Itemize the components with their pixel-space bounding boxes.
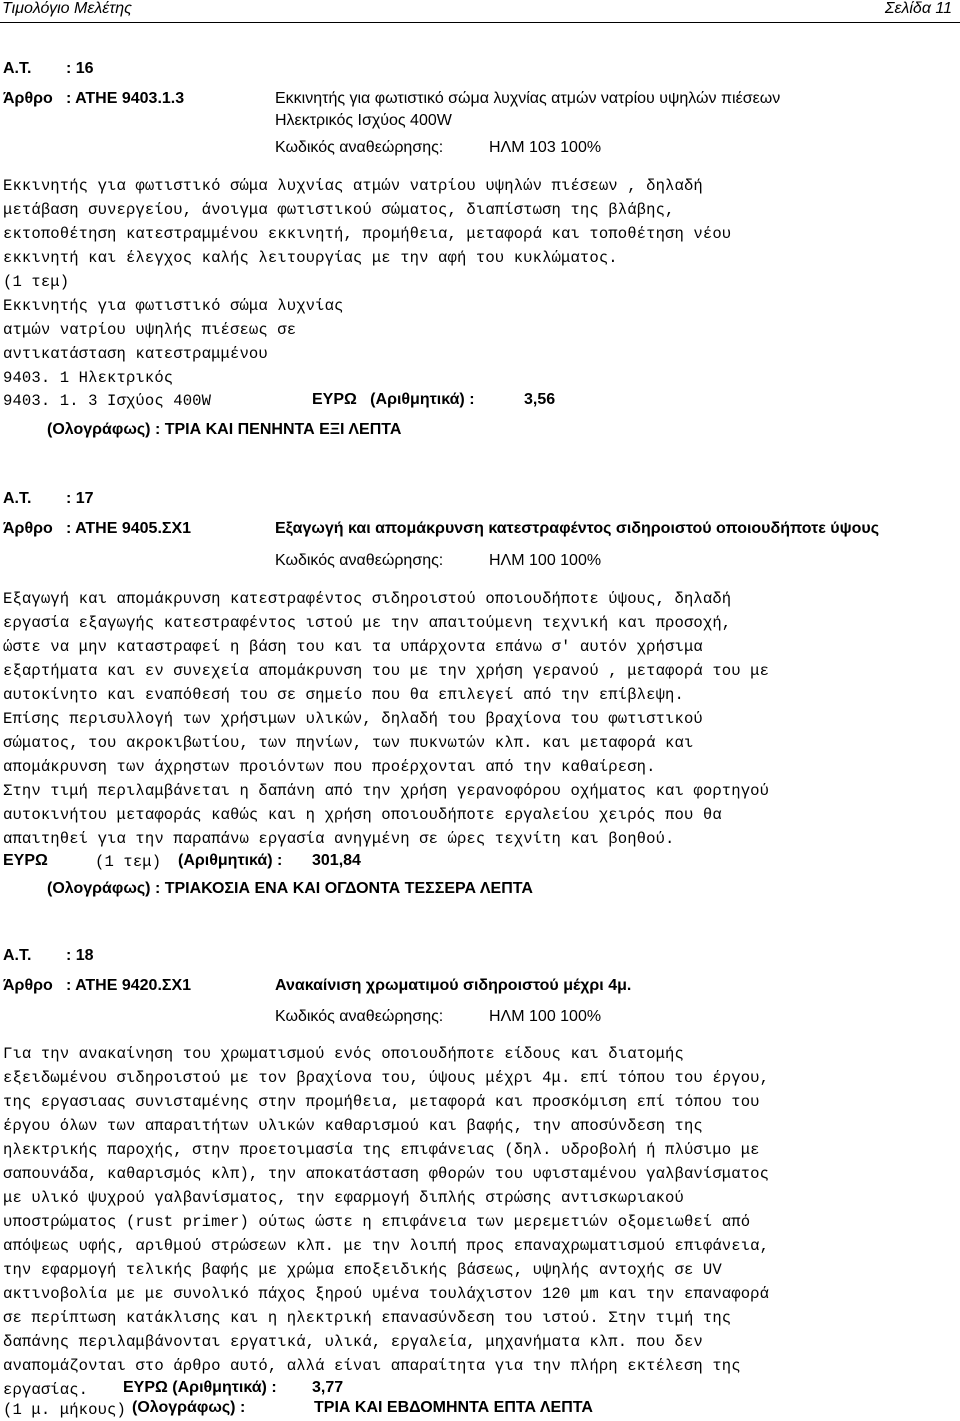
description-line: σώματος, του ακροκιβωτίου, των πηνίων, των πυκνωτών κλπ. και μεταφορά και [3, 734, 694, 752]
arthro-label: Άρθρο [3, 90, 53, 107]
description-line: απομάκρυνση των άχρηστων προιόντων που προέρχονται από την καθαίρεση. [3, 758, 656, 776]
arthro-label: Άρθρο [3, 977, 53, 994]
description-line: ατμών νατρίου υψηλής πιέσεως σε [3, 321, 297, 339]
description-line: εργασία εξαγωγής κατεστραφέντος ιστού με την απαιτούμενη τεχνική και προσοχή, [3, 614, 732, 632]
description-line: ηλεκτρικής παροχής, στην προετοιμασία της επιφάνειας (δηλ. υδροβολή ή πλύσιμο με [3, 1141, 760, 1159]
description-line: την εφαρμογή τελικής βαφής με χρώμα εποξειδικής βάσεως, υψηλής αντοχής σε UV [3, 1261, 722, 1279]
at-value: : 18 [66, 947, 94, 964]
price-value: 3,77 [312, 1379, 344, 1396]
revision-code-label: Κωδικός αναθεώρησης: [275, 139, 444, 156]
price-in-words-label: (Ολογράφως) : [132, 1399, 246, 1416]
description-line: αυτοκινήτου μεταφοράς καθώς και η χρήση οποιουδήποτε εργαλείου χειρός που θα [3, 806, 722, 824]
description-line: εκτοποθέτηση κατεστραμμένου εκκινητή, προμήθεια, μεταφορά και τοποθέτηση νέου [3, 225, 732, 243]
arthro-value: : ΑΤΗΕ 9420.ΣΧ1 [66, 977, 192, 994]
description-line: αντικατάσταση κατεστραμμένου [3, 345, 268, 363]
description-line: εξειδωμένου σιδηροιστού με τον βραχίονα του, ύψους μέχρι 4μ. επί τόπου του έργου, [3, 1069, 770, 1087]
description-line: εκκινητή και έλεγχος καλής λειτουργίας με την αφή του κυκλώματος. [3, 249, 618, 267]
at-label: Α.Τ. [3, 947, 32, 964]
price-label: ΕΥΡΩ [3, 852, 48, 869]
item-title: Εξαγωγή και απομάκρυνση κατεστραφέντος σιδηροιστού οποιουδήποτε ύψους [275, 520, 880, 537]
revision-code-value: ΗΛΜ 103 100% [489, 139, 602, 156]
description-line: σαπουνάδα, καθαρισμός κλπ), την αποκατάσταση φθορών του υφισταμένου γαλβανίσματος [3, 1165, 770, 1183]
arthro-value: : ΑΤΗΕ 9405.ΣΧ1 [66, 520, 192, 537]
price-in-words: (Ολογράφως) : ΤΡΙΑΚΟΣΙΑ ΕΝΑ ΚΑΙ ΟΓΔΟΝΤΑ ΤΕΣΣΕΡΑ ΛΕΠΤΑ [47, 880, 533, 897]
price-line-prefix: 9403. 1. 3 Ισχύος 400W [3, 392, 212, 410]
item-title: Εκκινητής για φωτιστικό σώμα λυχνίας ατμών νατρίου υψηλών πιέσεων [275, 90, 781, 107]
description-line: της εργασιαας συνισταμένης στην προμήθεια, μεταφορά και προσκόμιση επί τόπου του [3, 1093, 760, 1111]
description-line: απαιτηθεί για την παραπάνω εργασία ανηγμένη σε ώρες τεχνίτη και βοηθού. [3, 830, 675, 848]
at-value: : 17 [66, 490, 94, 507]
revision-code-value: ΗΛΜ 100 100% [489, 1008, 602, 1025]
description-line: Στην τιμή περιλαμβάνεται η δαπάνη από την χρήση γερανοφόρου οχήματος και φορτηγού [3, 782, 770, 800]
description-line: (1 τεμ) [3, 273, 70, 291]
revision-code-value: ΗΛΜ 100 100% [489, 552, 602, 569]
price-label: ΕΥΡΩ (Αριθμητικά) : [312, 391, 475, 408]
price-value: 301,84 [312, 852, 361, 869]
page-header [0, 0, 960, 20]
description-line: έργου όλων των απαραιτήτων υλικών καθαρισμού και βαφής, την αποσύνδεση της [3, 1117, 703, 1135]
description-line: ακτινοβολία με με συνολικό πάχος ξηρού υμένα τουλάχιστον 120 μm και την επαναφορά [3, 1285, 770, 1303]
arthro-value: : ΑΤΗΕ 9403.1.3 [66, 90, 185, 107]
price-unit: (1 μ. μήκους) [3, 1401, 126, 1419]
document-title: Τιμολόγιο Μελέτης [2, 0, 132, 17]
price-in-words: (Ολογράφως) : ΤΡΙΑ ΚΑΙ ΠΕΝΗΝΤΑ ΕΞΙ ΛΕΠΤΑ [47, 421, 402, 438]
description-line: Εξαγωγή και απομάκρυνση κατεστραφέντος σιδηροιστού οποιουδήποτε ύψους, δηλαδή [3, 590, 732, 608]
item-title: Ανακαίνιση χρωματιμού σιδηροιστού μέχρι 4μ. [275, 977, 632, 994]
description-line: Εκκινητής για φωτιστικό σώμα λυχνίας [3, 297, 344, 315]
description-line-final: εργασίας. [3, 1381, 89, 1399]
item-title-line2: Ηλεκτρικός Ισχύος 400W [275, 112, 452, 129]
description-line: αυτοκίνητο και εναπόθεσή του σε σημείο που θα επιλεγεί από την επίβλεψη. [3, 686, 684, 704]
revision-code-label: Κωδικός αναθεώρησης: [275, 552, 444, 569]
header-divider [0, 22, 960, 23]
description-line: 9403. 1 Ηλεκτρικός [3, 369, 174, 387]
arthro-label: Άρθρο [3, 520, 53, 537]
description-line: με υλικό ψυχρού γαλβανίσματος, την εφαρμογή διπλής στρώσης αντισκωριακού [3, 1189, 684, 1207]
price-in-words: ΤΡΙΑ ΚΑΙ ΕΒΔΟΜΗΝΤΑ ΕΠΤΑ ΛΕΠΤΑ [314, 1399, 593, 1416]
price-value: 3,56 [524, 391, 556, 408]
description-line: απόψεως υφής, αριθμού στρώσεων κλπ. με την λοιπή προς επαναχρωματισμού επιφάνεια, [3, 1237, 770, 1255]
revision-code-label: Κωδικός αναθεώρησης: [275, 1008, 444, 1025]
at-value: : 16 [66, 60, 94, 77]
description-line: μετάβαση συνεργείου, άνοιγμα φωτιστικού σώματος, διαπίστωση της βλάβης, [3, 201, 675, 219]
page-number: Σελίδα 11 [884, 0, 952, 17]
at-label: Α.Τ. [3, 490, 32, 507]
price-label: ΕΥΡΩ (Αριθμητικά) : [123, 1379, 277, 1396]
description-line: εξαρτήματα και εν συνεχεία απομάκρυνση του με την χρήση γερανού , μεταφορά του με [3, 662, 770, 680]
description-line: σε περίπτωση κατάκλισης και η ηλεκτρική επανασύνδεση του ιστού. Στην τιμή της [3, 1309, 732, 1327]
price-unit: (1 τεμ) [95, 853, 162, 871]
at-label: Α.Τ. [3, 60, 32, 77]
description-line: δαπάνης περιλαμβάνονται εργατικά, υλικά, εργαλεία, μηχανήματα κλπ. που δεν [3, 1333, 703, 1351]
description-line: Επίσης περισυλλογή των χρήσιμων υλικών, δηλαδή του βραχίονα του φωτιστικού [3, 710, 703, 728]
description-line: υποστρώματος (rust primer) ούτως ώστε η επιφάνεια των μερεμετιών οξομειωθεί από [3, 1213, 751, 1231]
description-line: αναπομάζονται στο άρθρο αυτό, αλλά είναι απαραίτητα για την πλήρη εκτέλεση της [3, 1357, 741, 1375]
description-line: Για την ανακαίνηση του χρωματισμού ενός οποιουδήποτε είδους και διατομής [3, 1045, 684, 1063]
description-line: Εκκινητής για φωτιστικό σώμα λυχνίας ατμών νατρίου υψηλών πιέσεων , δηλαδή [3, 177, 703, 195]
description-line: ώστε να μην καταστραφεί η βάση του και τα υπάρχοντα επάνω σ' αυτόν χρήσιμα [3, 638, 703, 656]
price-label-numeric: (Αριθμητικά) : [178, 852, 283, 869]
